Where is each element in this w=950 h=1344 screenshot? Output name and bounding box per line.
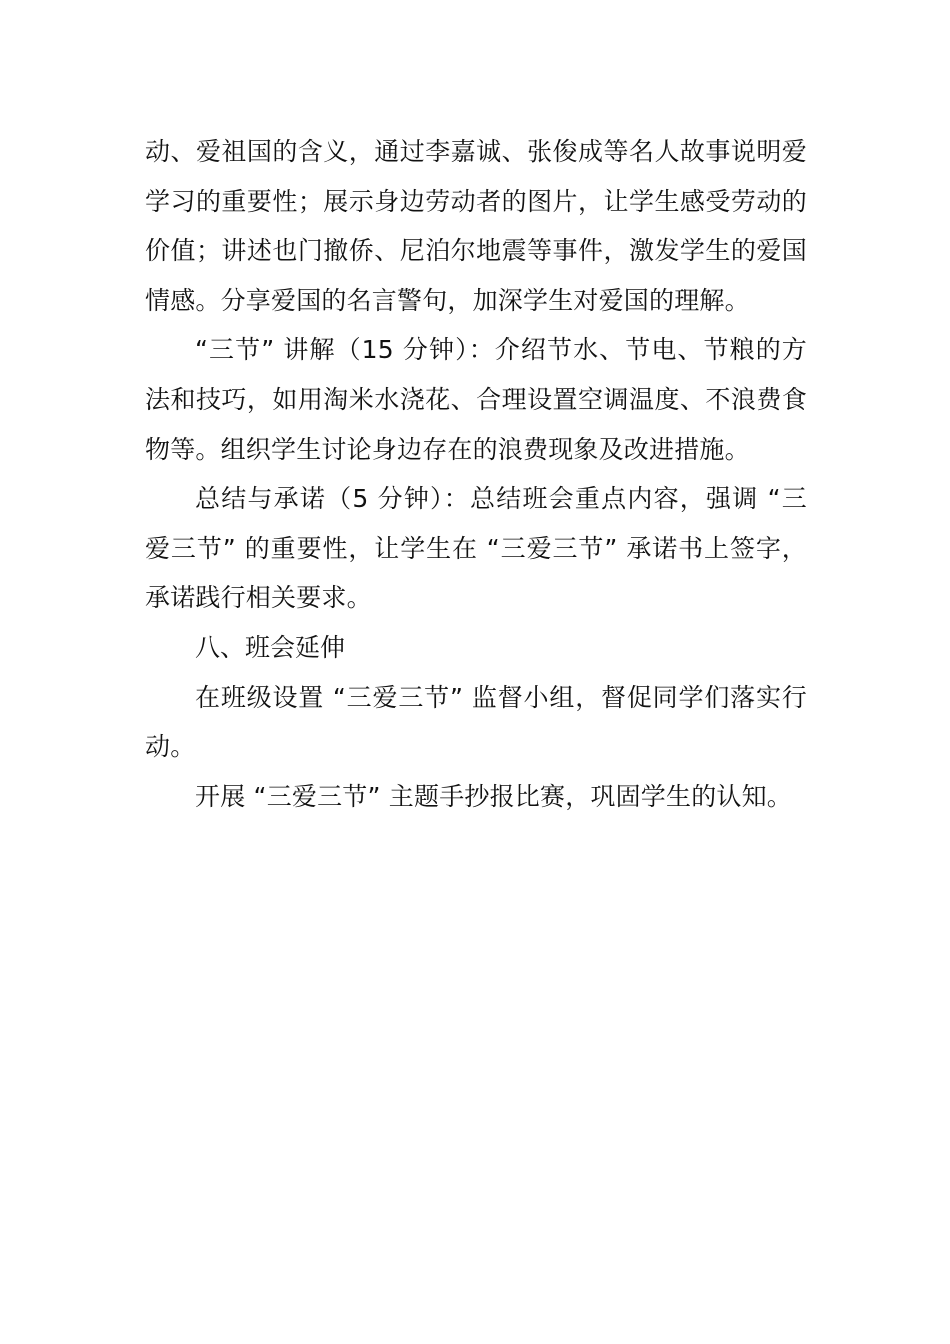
document-page	[145, 127, 807, 821]
paragraph-handwritten-newspaper: 开展 “三爱三节” 主题手抄报比赛，巩固学生的认知。	[195, 781, 792, 811]
paragraph-continuation: 动、爱祖国的含义，通过李嘉诚、张俊成等名人故事说明爱学习的重要性；展示身边劳动者的图片，让学生感受劳动的价值；讲述也门撤侨、尼泊尔地震等事件，激发学生的爱国情感。分享爱国的名言警句，加深学生对爱国的理解。	[145, 137, 807, 315]
paragraph-supervision-group: 在班级设置 “三爱三节” 监督小组，督促同学们落实行动。	[145, 682, 807, 762]
section-heading-extension: 八、班会延伸	[195, 632, 346, 662]
paragraph-summary-and-pledge: 总结与承诺（5 分钟）：总结班会重点内容，强调 “三爱三节” 的重要性，让学生在 “三爱三节” 承诺书上签字，承诺践行相关要求。	[145, 484, 807, 613]
paragraph-three-saves-explanation: “三节” 讲解（15 分钟）：介绍节水、节电、节粮的方法和技巧，如用淘米水浇花、合理设置空调温度、不浪费食物等。组织学生讨论身边存在的浪费现象及改进措施。	[145, 335, 807, 464]
